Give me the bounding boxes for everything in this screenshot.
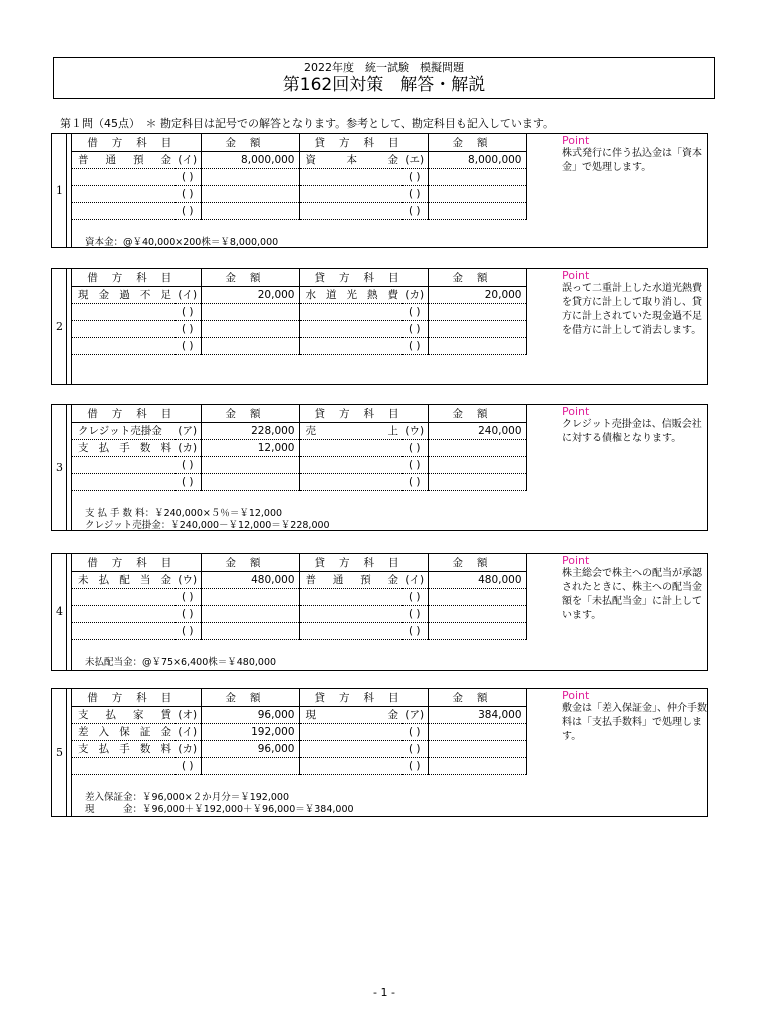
credit-code-cell: ( ) xyxy=(402,456,428,473)
account-text xyxy=(72,724,175,739)
account-char: 手 xyxy=(119,743,130,755)
account-char: 保 xyxy=(119,726,130,738)
debit-amount-cell: 228,000 xyxy=(201,422,299,439)
account-char: 数 xyxy=(139,442,151,454)
credit-code-cell: ( ) xyxy=(402,168,428,185)
credit-amount-cell xyxy=(428,588,526,605)
debit-amount-cell: 8,000,000 xyxy=(201,151,299,168)
account-char: 証 xyxy=(139,726,151,738)
account-char: 払 xyxy=(105,709,116,721)
header-debit-account: 借方科目 xyxy=(72,689,201,706)
account-text xyxy=(300,287,403,302)
debit-code-cell: ( ) xyxy=(175,168,201,185)
debit-amount-cell xyxy=(201,473,299,490)
credit-amount-cell xyxy=(428,303,526,320)
debit-code-cell: (カ) xyxy=(175,740,201,757)
header-credit-amount: 金額 xyxy=(428,269,526,286)
question-block xyxy=(51,553,708,671)
account-char: 払 xyxy=(98,442,110,454)
debit-amount-cell xyxy=(201,185,299,202)
credit-amount-cell xyxy=(428,337,526,354)
account-char: 賃 xyxy=(160,709,171,721)
debit-amount-cell xyxy=(201,456,299,473)
point-box xyxy=(562,269,707,338)
credit-amount-cell xyxy=(428,723,526,740)
debit-code-cell: ( ) xyxy=(175,757,201,774)
credit-amount-cell xyxy=(428,439,526,456)
account-char: 支 xyxy=(78,442,89,454)
account-char: 本 xyxy=(346,154,357,166)
account-char: 売 xyxy=(305,425,316,437)
journal-row xyxy=(72,202,526,219)
account-char: 金 xyxy=(160,574,171,586)
journal-row xyxy=(72,303,526,320)
calculation-note: 差入保証金：￥96,000×２か月分＝￥192,000 現 金：￥96,000＋￥192,000＋￥96,000＝￥384,000 xyxy=(85,792,354,815)
debit-account-cell xyxy=(72,320,175,337)
question-number-cell xyxy=(52,405,67,530)
account-char: 不 xyxy=(139,289,151,301)
debit-code-cell: (ア) xyxy=(175,422,201,439)
point-text: 敷金は「差入保証金」、仲介手数料は「支払手数料」で処理します。 xyxy=(562,703,707,742)
credit-code-cell: ( ) xyxy=(402,605,428,622)
journal-header-row xyxy=(72,269,526,286)
journal-row xyxy=(72,185,526,202)
account-char: 金 xyxy=(160,154,171,166)
credit-code-cell: ( ) xyxy=(402,439,428,456)
question-number: 3 xyxy=(56,460,63,474)
account-char: 上 xyxy=(387,425,398,437)
account-char: 金 xyxy=(98,289,110,301)
journal-row xyxy=(72,723,526,740)
credit-code-cell: (カ) xyxy=(402,286,428,303)
point-text: クレジット売掛金は、信販会社に対する債権となります。 xyxy=(562,419,702,444)
account-char: 未 xyxy=(78,574,89,586)
credit-account-cell xyxy=(299,303,402,320)
question-number-cell xyxy=(52,689,67,816)
point-box xyxy=(562,689,707,744)
account-char: 払 xyxy=(98,574,110,586)
debit-code-cell: (イ) xyxy=(175,723,201,740)
debit-code-cell: (ウ) xyxy=(175,571,201,588)
calculation-note: 資本金：@￥40,000×200株＝￥8,000,000 xyxy=(85,237,279,248)
question-number: 5 xyxy=(56,745,63,759)
journal-table xyxy=(72,689,527,775)
journal-table xyxy=(72,134,527,220)
header-credit-account: 貸方科目 xyxy=(299,269,428,286)
debit-amount-cell xyxy=(201,202,299,219)
journal-row xyxy=(72,439,526,456)
account-char: 家 xyxy=(133,709,144,721)
debit-amount-cell xyxy=(201,605,299,622)
account-text xyxy=(300,572,403,587)
credit-amount-cell: 480,000 xyxy=(428,571,526,588)
credit-account-cell xyxy=(299,286,402,303)
point-label: Point xyxy=(562,554,590,567)
credit-account-cell xyxy=(299,422,402,439)
credit-code-cell: ( ) xyxy=(402,757,428,774)
question-number-cell xyxy=(52,269,67,384)
account-char: 払 xyxy=(98,743,110,755)
journal-table xyxy=(72,269,527,355)
account-char: クレジット売掛金 xyxy=(78,425,162,437)
account-text xyxy=(300,152,403,167)
debit-account-cell xyxy=(72,151,175,168)
debit-account-cell xyxy=(72,168,175,185)
question-number-cell xyxy=(52,134,67,247)
account-char: 資 xyxy=(305,154,316,166)
account-char: 通 xyxy=(332,574,344,586)
journal-row xyxy=(72,151,526,168)
journal-row xyxy=(72,757,526,774)
header-credit-account: 貸方科目 xyxy=(299,405,428,422)
point-text: 株主総会で株主への配当が承認されたときに、株主への配当金額を「未払配当金」に計上しています。 xyxy=(562,568,702,621)
debit-amount-cell: 192,000 xyxy=(201,723,299,740)
account-char: 金 xyxy=(160,726,171,738)
account-char: 費 xyxy=(387,289,398,301)
credit-account-cell xyxy=(299,320,402,337)
debit-account-cell xyxy=(72,571,175,588)
account-char: 普 xyxy=(78,154,89,166)
debit-code-cell: ( ) xyxy=(175,337,201,354)
account-text xyxy=(72,152,175,167)
point-label: Point xyxy=(562,405,590,418)
credit-code-cell: ( ) xyxy=(402,740,428,757)
debit-account-cell xyxy=(72,202,175,219)
page-number: - 1 - xyxy=(373,986,395,999)
point-box xyxy=(562,554,707,623)
account-text xyxy=(72,423,175,438)
credit-account-cell xyxy=(299,473,402,490)
header-debit-amount: 金額 xyxy=(201,405,299,422)
account-char: 数 xyxy=(139,743,151,755)
account-char: 預 xyxy=(133,154,144,166)
debit-account-cell xyxy=(72,706,175,723)
debit-amount-cell xyxy=(201,303,299,320)
debit-code-cell: ( ) xyxy=(175,303,201,320)
journal-row xyxy=(72,622,526,639)
debit-account-cell xyxy=(72,473,175,490)
point-box xyxy=(562,405,707,446)
header-credit-amount: 金額 xyxy=(428,689,526,706)
debit-code-cell: ( ) xyxy=(175,185,201,202)
header-debit-account: 借方科目 xyxy=(72,554,201,571)
question-block xyxy=(51,688,708,817)
debit-code-cell: ( ) xyxy=(175,320,201,337)
account-char: 入 xyxy=(98,726,110,738)
debit-code-cell: (オ) xyxy=(175,706,201,723)
page-title: 第162回対策 解答・解説 xyxy=(282,75,486,95)
debit-amount-cell xyxy=(201,168,299,185)
account-char: 当 xyxy=(139,574,151,586)
header-debit-account: 借方科目 xyxy=(72,269,201,286)
account-text xyxy=(72,741,175,756)
credit-account-cell xyxy=(299,740,402,757)
credit-code-cell: ( ) xyxy=(402,588,428,605)
journal-header-row xyxy=(72,405,526,422)
credit-account-cell xyxy=(299,185,402,202)
credit-account-cell xyxy=(299,202,402,219)
debit-amount-cell: 96,000 xyxy=(201,706,299,723)
account-text xyxy=(72,707,175,722)
credit-amount-cell: 240,000 xyxy=(428,422,526,439)
credit-amount-cell xyxy=(428,320,526,337)
account-char: 料 xyxy=(160,743,171,755)
account-char: 配 xyxy=(119,574,130,586)
credit-account-cell xyxy=(299,337,402,354)
journal-row xyxy=(72,320,526,337)
point-label: Point xyxy=(562,269,590,282)
credit-code-cell: (ウ) xyxy=(402,422,428,439)
debit-code-cell: (カ) xyxy=(175,439,201,456)
credit-code-cell: (ア) xyxy=(402,706,428,723)
header-debit-amount: 金額 xyxy=(201,269,299,286)
account-char: 水 xyxy=(305,289,316,301)
debit-account-cell xyxy=(72,286,175,303)
debit-account-cell xyxy=(72,439,175,456)
account-char: 足 xyxy=(160,289,171,301)
credit-account-cell xyxy=(299,439,402,456)
point-text: 株式発行に伴う払込金は「資本金」で処理します。 xyxy=(562,148,702,173)
debit-account-cell xyxy=(72,456,175,473)
credit-amount-cell xyxy=(428,168,526,185)
debit-code-cell: ( ) xyxy=(175,473,201,490)
header-credit-account: 貸方科目 xyxy=(299,554,428,571)
credit-account-cell xyxy=(299,571,402,588)
debit-account-cell xyxy=(72,185,175,202)
credit-code-cell: ( ) xyxy=(402,202,428,219)
account-text xyxy=(72,572,175,587)
debit-account-cell xyxy=(72,757,175,774)
account-text xyxy=(300,707,403,722)
journal-header-row xyxy=(72,554,526,571)
account-char: 普 xyxy=(305,574,316,586)
account-char: 金 xyxy=(387,574,398,586)
credit-code-cell: ( ) xyxy=(402,473,428,490)
credit-account-cell xyxy=(299,605,402,622)
calculation-note: 未払配当金：@￥75×6,400株＝￥480,000 xyxy=(85,657,277,668)
question-number-cell xyxy=(52,554,67,670)
debit-amount-cell: 480,000 xyxy=(201,571,299,588)
debit-amount-cell: 96,000 xyxy=(201,740,299,757)
credit-amount-cell: 20,000 xyxy=(428,286,526,303)
journal-row xyxy=(72,422,526,439)
debit-amount-cell xyxy=(201,588,299,605)
credit-code-cell: ( ) xyxy=(402,337,428,354)
journal-table xyxy=(72,554,527,640)
credit-amount-cell xyxy=(428,202,526,219)
debit-account-cell xyxy=(72,723,175,740)
account-char: 預 xyxy=(360,574,371,586)
credit-account-cell xyxy=(299,588,402,605)
debit-account-cell xyxy=(72,422,175,439)
journal-row xyxy=(72,588,526,605)
journal-table xyxy=(72,405,527,491)
credit-account-cell xyxy=(299,456,402,473)
journal-row xyxy=(72,571,526,588)
debit-code-cell: ( ) xyxy=(175,605,201,622)
point-label: Point xyxy=(562,689,590,702)
journal-header-row xyxy=(72,134,526,151)
journal-row xyxy=(72,473,526,490)
point-label: Point xyxy=(562,134,590,147)
journal-header-row xyxy=(72,689,526,706)
credit-amount-cell xyxy=(428,456,526,473)
debit-amount-cell xyxy=(201,622,299,639)
credit-account-cell xyxy=(299,168,402,185)
point-box xyxy=(562,134,707,175)
question-number: 4 xyxy=(56,605,63,618)
credit-account-cell xyxy=(299,622,402,639)
debit-amount-cell: 20,000 xyxy=(201,286,299,303)
account-char: 支 xyxy=(78,709,89,721)
debit-code-cell: ( ) xyxy=(175,456,201,473)
debit-amount-cell xyxy=(201,337,299,354)
debit-code-cell: ( ) xyxy=(175,202,201,219)
account-char: 現 xyxy=(78,289,89,301)
debit-code-cell: ( ) xyxy=(175,588,201,605)
credit-amount-cell xyxy=(428,605,526,622)
debit-code-cell: ( ) xyxy=(175,622,201,639)
account-char: 過 xyxy=(119,289,130,301)
header-box xyxy=(53,57,715,99)
credit-code-cell: ( ) xyxy=(402,320,428,337)
credit-code-cell: (イ) xyxy=(402,571,428,588)
account-char: 料 xyxy=(160,442,171,454)
credit-code-cell: ( ) xyxy=(402,303,428,320)
account-char: 熱 xyxy=(367,289,378,301)
journal-row xyxy=(72,740,526,757)
question-number: 1 xyxy=(56,183,63,197)
section-title: 第１問（45点） ＊ 勘定科目は記号での解答となります。参考として、勘定科目も記入しています。 xyxy=(60,117,555,130)
credit-amount-cell xyxy=(428,757,526,774)
header-debit-account: 借方科目 xyxy=(72,405,201,422)
credit-amount-cell xyxy=(428,185,526,202)
debit-code-cell: (イ) xyxy=(175,151,201,168)
account-char: 通 xyxy=(105,154,116,166)
credit-amount-cell xyxy=(428,473,526,490)
debit-code-cell: (イ) xyxy=(175,286,201,303)
header-credit-amount: 金額 xyxy=(428,405,526,422)
journal-row xyxy=(72,706,526,723)
debit-amount-cell xyxy=(201,320,299,337)
credit-account-cell xyxy=(299,706,402,723)
credit-account-cell xyxy=(299,723,402,740)
header-credit-amount: 金額 xyxy=(428,134,526,151)
account-text xyxy=(72,287,175,302)
header-debit-amount: 金額 xyxy=(201,134,299,151)
debit-account-cell xyxy=(72,740,175,757)
header-debit-account: 借方科目 xyxy=(72,134,201,151)
journal-row xyxy=(72,168,526,185)
debit-account-cell xyxy=(72,337,175,354)
journal-row xyxy=(72,286,526,303)
account-char: 金 xyxy=(387,709,398,721)
debit-account-cell xyxy=(72,303,175,320)
journal-row xyxy=(72,337,526,354)
debit-account-cell xyxy=(72,588,175,605)
account-text xyxy=(72,440,175,455)
debit-amount-cell: 12,000 xyxy=(201,439,299,456)
header-credit-amount: 金額 xyxy=(428,554,526,571)
header-credit-account: 貸方科目 xyxy=(299,134,428,151)
question-number: 2 xyxy=(56,319,63,333)
calculation-note: 支 払 手 数 料：￥240,000×５％＝￥12,000 クレジット売掛金：￥240,000－￥12,000＝￥228,000 xyxy=(85,508,330,531)
point-text: 誤って二重計上した水道光熱費を貸方に計上して取り消し、貸方に計上されていた現金過不足を借方に計上して消去します。 xyxy=(562,283,702,336)
question-block xyxy=(51,404,708,531)
header-subtitle: 2022年度 統一試験 模擬問題 xyxy=(304,61,464,74)
debit-account-cell xyxy=(72,622,175,639)
credit-code-cell: ( ) xyxy=(402,185,428,202)
credit-amount-cell: 8,000,000 xyxy=(428,151,526,168)
header-debit-amount: 金額 xyxy=(201,689,299,706)
header-debit-amount: 金額 xyxy=(201,554,299,571)
account-char: 支 xyxy=(78,743,89,755)
credit-amount-cell xyxy=(428,622,526,639)
account-char: 光 xyxy=(346,289,357,301)
account-char: 道 xyxy=(326,289,337,301)
header-credit-account: 貸方科目 xyxy=(299,689,428,706)
journal-row xyxy=(72,605,526,622)
account-char: 手 xyxy=(119,442,130,454)
credit-account-cell xyxy=(299,151,402,168)
credit-code-cell: (エ) xyxy=(402,151,428,168)
credit-amount-cell: 384,000 xyxy=(428,706,526,723)
journal-row xyxy=(72,456,526,473)
debit-account-cell xyxy=(72,605,175,622)
account-char: 金 xyxy=(387,154,398,166)
debit-amount-cell xyxy=(201,757,299,774)
account-char: 差 xyxy=(78,726,89,738)
credit-account-cell xyxy=(299,757,402,774)
question-block xyxy=(51,133,708,248)
credit-code-cell: ( ) xyxy=(402,622,428,639)
account-text xyxy=(300,423,403,438)
credit-amount-cell xyxy=(428,740,526,757)
account-char: 現 xyxy=(305,709,316,721)
credit-code-cell: ( ) xyxy=(402,723,428,740)
question-block xyxy=(51,268,708,385)
